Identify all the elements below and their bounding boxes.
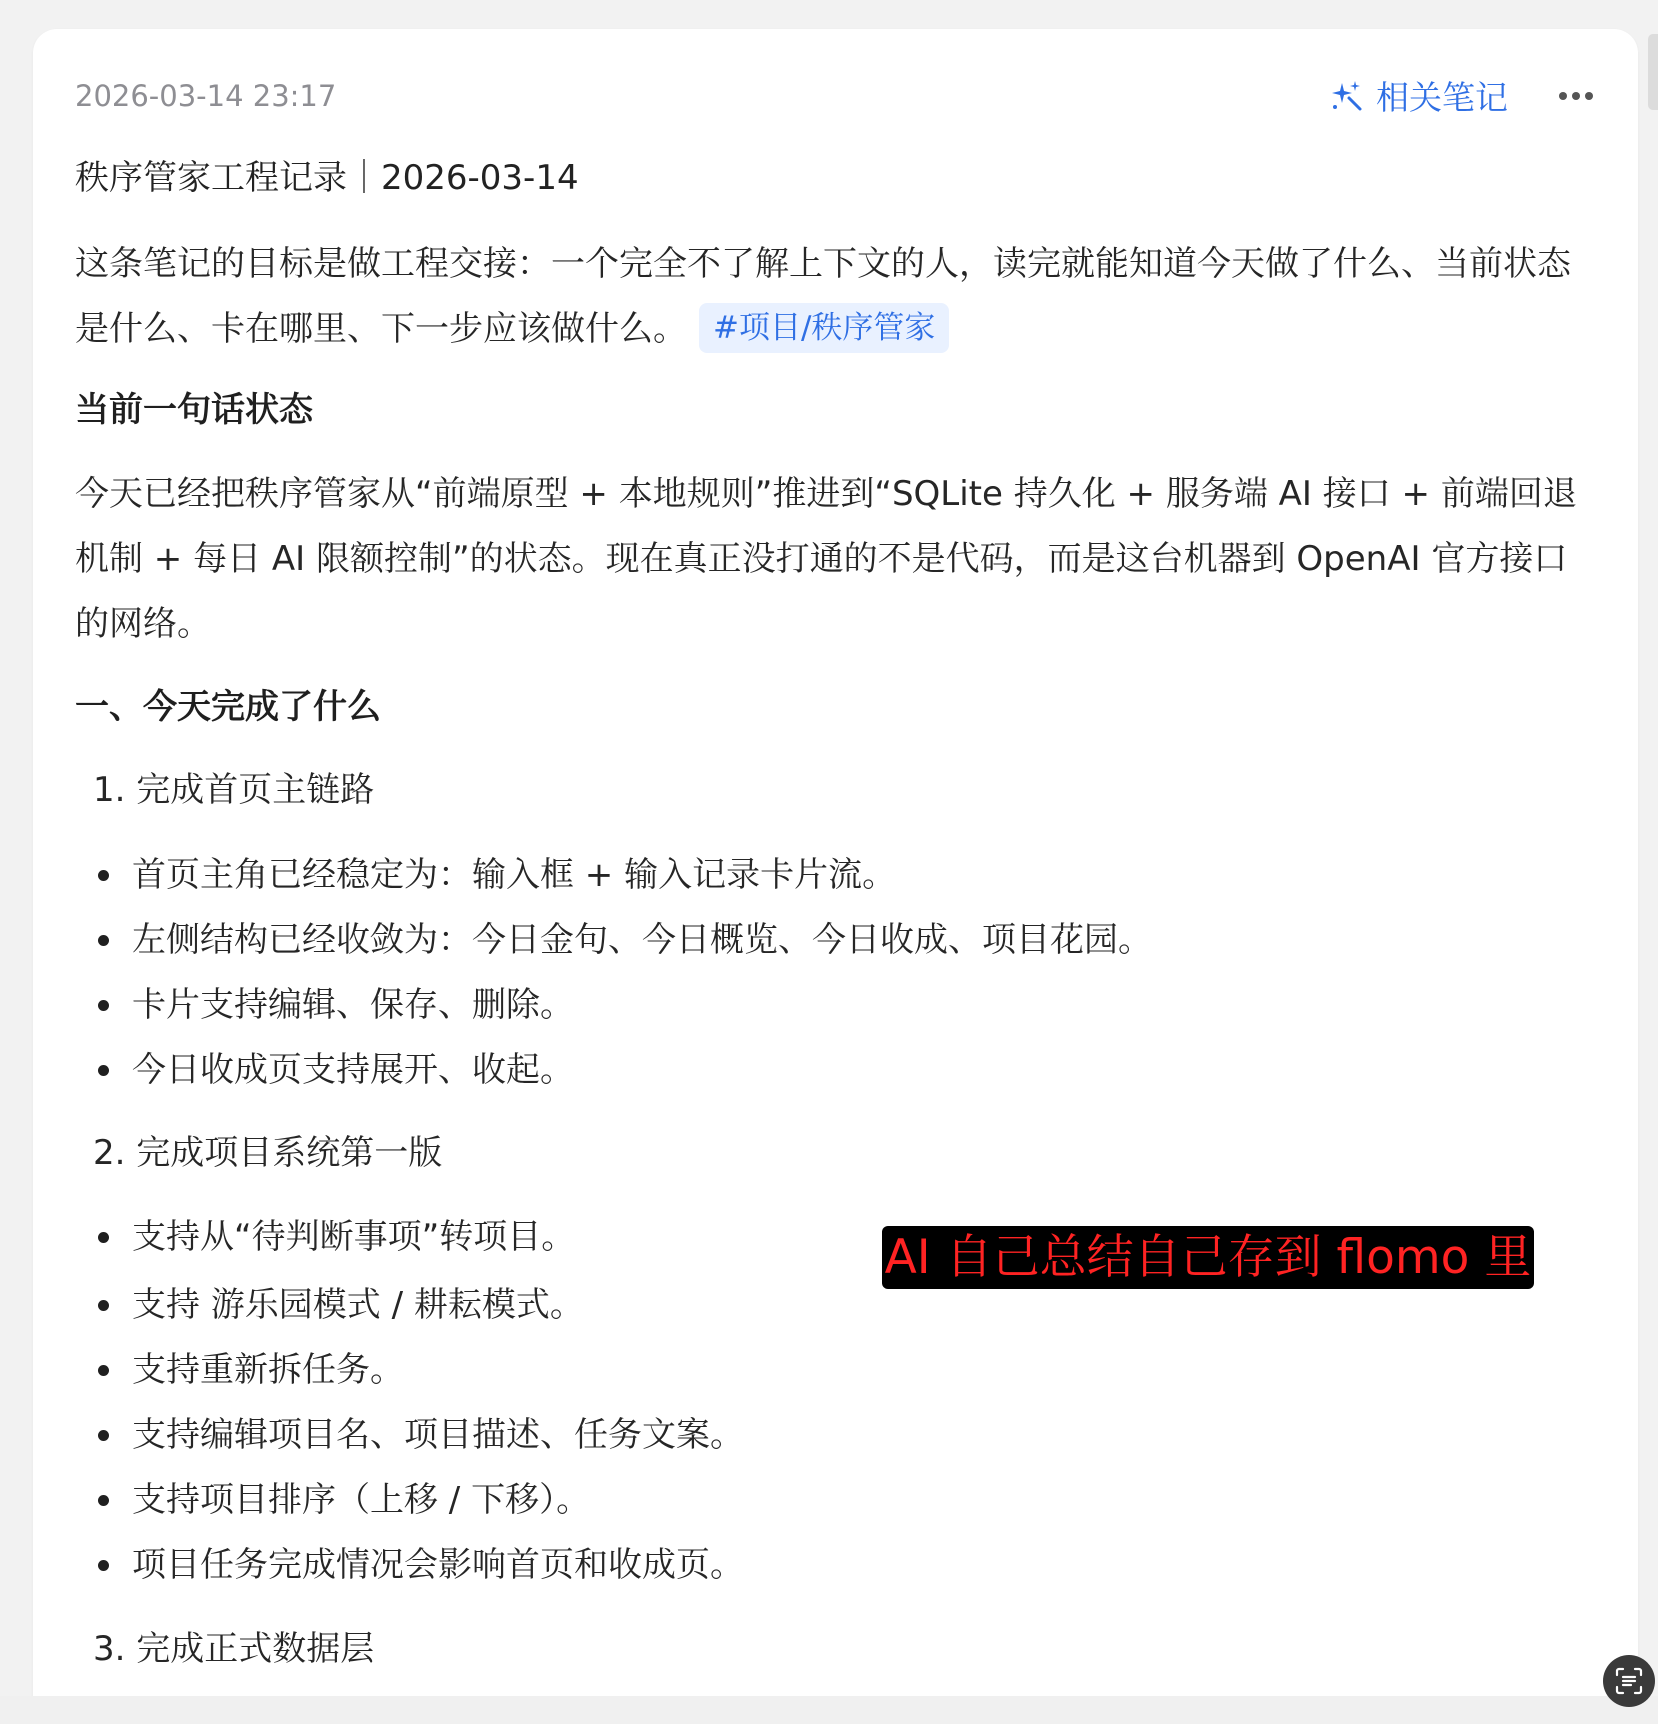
section-heading-done: 一、今天完成了什么	[75, 687, 381, 727]
list-item-text: 支持从“待判断事项”转项目。	[132, 1217, 576, 1257]
bullet-dot	[98, 1065, 109, 1076]
intro-text: 这条笔记的目标是做工程交接：一个完全不了解上下文的人，读完就能知道今天做了什么、当前状态是什么、卡在哪里、下一步应该做什么。	[75, 244, 1571, 349]
list-item-text: 今日收成页支持展开、收起。	[132, 1050, 574, 1090]
list-item-text: 项目任务完成情况会影响首页和收成页。	[132, 1545, 744, 1585]
note-title: 秩序管家工程记录｜2026-03-14	[75, 158, 579, 198]
bullet-dot	[98, 1430, 109, 1441]
ordered-item-2: 2. 完成项目系统第一版	[93, 1133, 443, 1173]
bullet-dot	[98, 1300, 109, 1311]
note-timestamp: 2026-03-14 23:17	[75, 79, 337, 113]
related-notes-button[interactable]	[1328, 72, 1508, 118]
list-item-text: 支持编辑项目名、项目描述、任务文案。	[132, 1415, 744, 1455]
bullet-dot	[98, 1000, 109, 1011]
related-notes-label: 相关笔记	[1376, 77, 1508, 117]
bullet-dot	[98, 1560, 109, 1571]
bullet-dot	[98, 1495, 109, 1506]
topic-tag[interactable]: #项目/秩序管家	[699, 303, 949, 353]
list-item-text: 支持 游乐园模式 / 耕耘模式。	[132, 1285, 584, 1325]
bullet-dot	[98, 870, 109, 881]
bottom-bar	[0, 1696, 1658, 1724]
more-horizontal-icon	[1558, 91, 1594, 101]
bullet-dot	[98, 1365, 109, 1376]
more-options-button[interactable]	[1556, 78, 1596, 114]
sparkle-icon	[1328, 77, 1364, 113]
ordered-item-3: 3. 完成正式数据层	[93, 1629, 375, 1669]
list-item-text: 左侧结构已经收敛为：今日金句、今日概览、今日收成、项目花园。	[132, 920, 1152, 960]
list-item-text: 卡片支持编辑、保存、删除。	[132, 985, 574, 1025]
list-item-text: 支持项目排序（上移 / 下移）。	[132, 1480, 591, 1520]
scrollbar-edge[interactable]	[1648, 34, 1658, 110]
scan-text-button[interactable]	[1603, 1655, 1655, 1707]
bullet-dot	[98, 935, 109, 946]
caption-overlay: AI 自己总结自己存到 flomo 里	[882, 1226, 1534, 1289]
ordered-item-1: 1. 完成首页主链路	[93, 770, 375, 810]
bullet-dot	[98, 1232, 109, 1243]
list-item-text: 首页主角已经稳定为：输入框 + 输入记录卡片流。	[132, 855, 897, 895]
list-item-text: 支持重新拆任务。	[132, 1350, 404, 1390]
section-heading-status: 当前一句话状态	[75, 390, 313, 430]
status-paragraph: 今天已经把秩序管家从“前端原型 + 本地规则”推进到“SQLite 持久化 + 服务端 AI 接口 + 前端回退机制 + 每日 AI 限额控制”的状态。现在真正没打通的不是代码，而是这台机器到 OpenAI 官方接口的网络。	[75, 474, 1577, 644]
scan-text-icon	[1614, 1666, 1644, 1696]
intro-paragraph	[75, 232, 1595, 362]
